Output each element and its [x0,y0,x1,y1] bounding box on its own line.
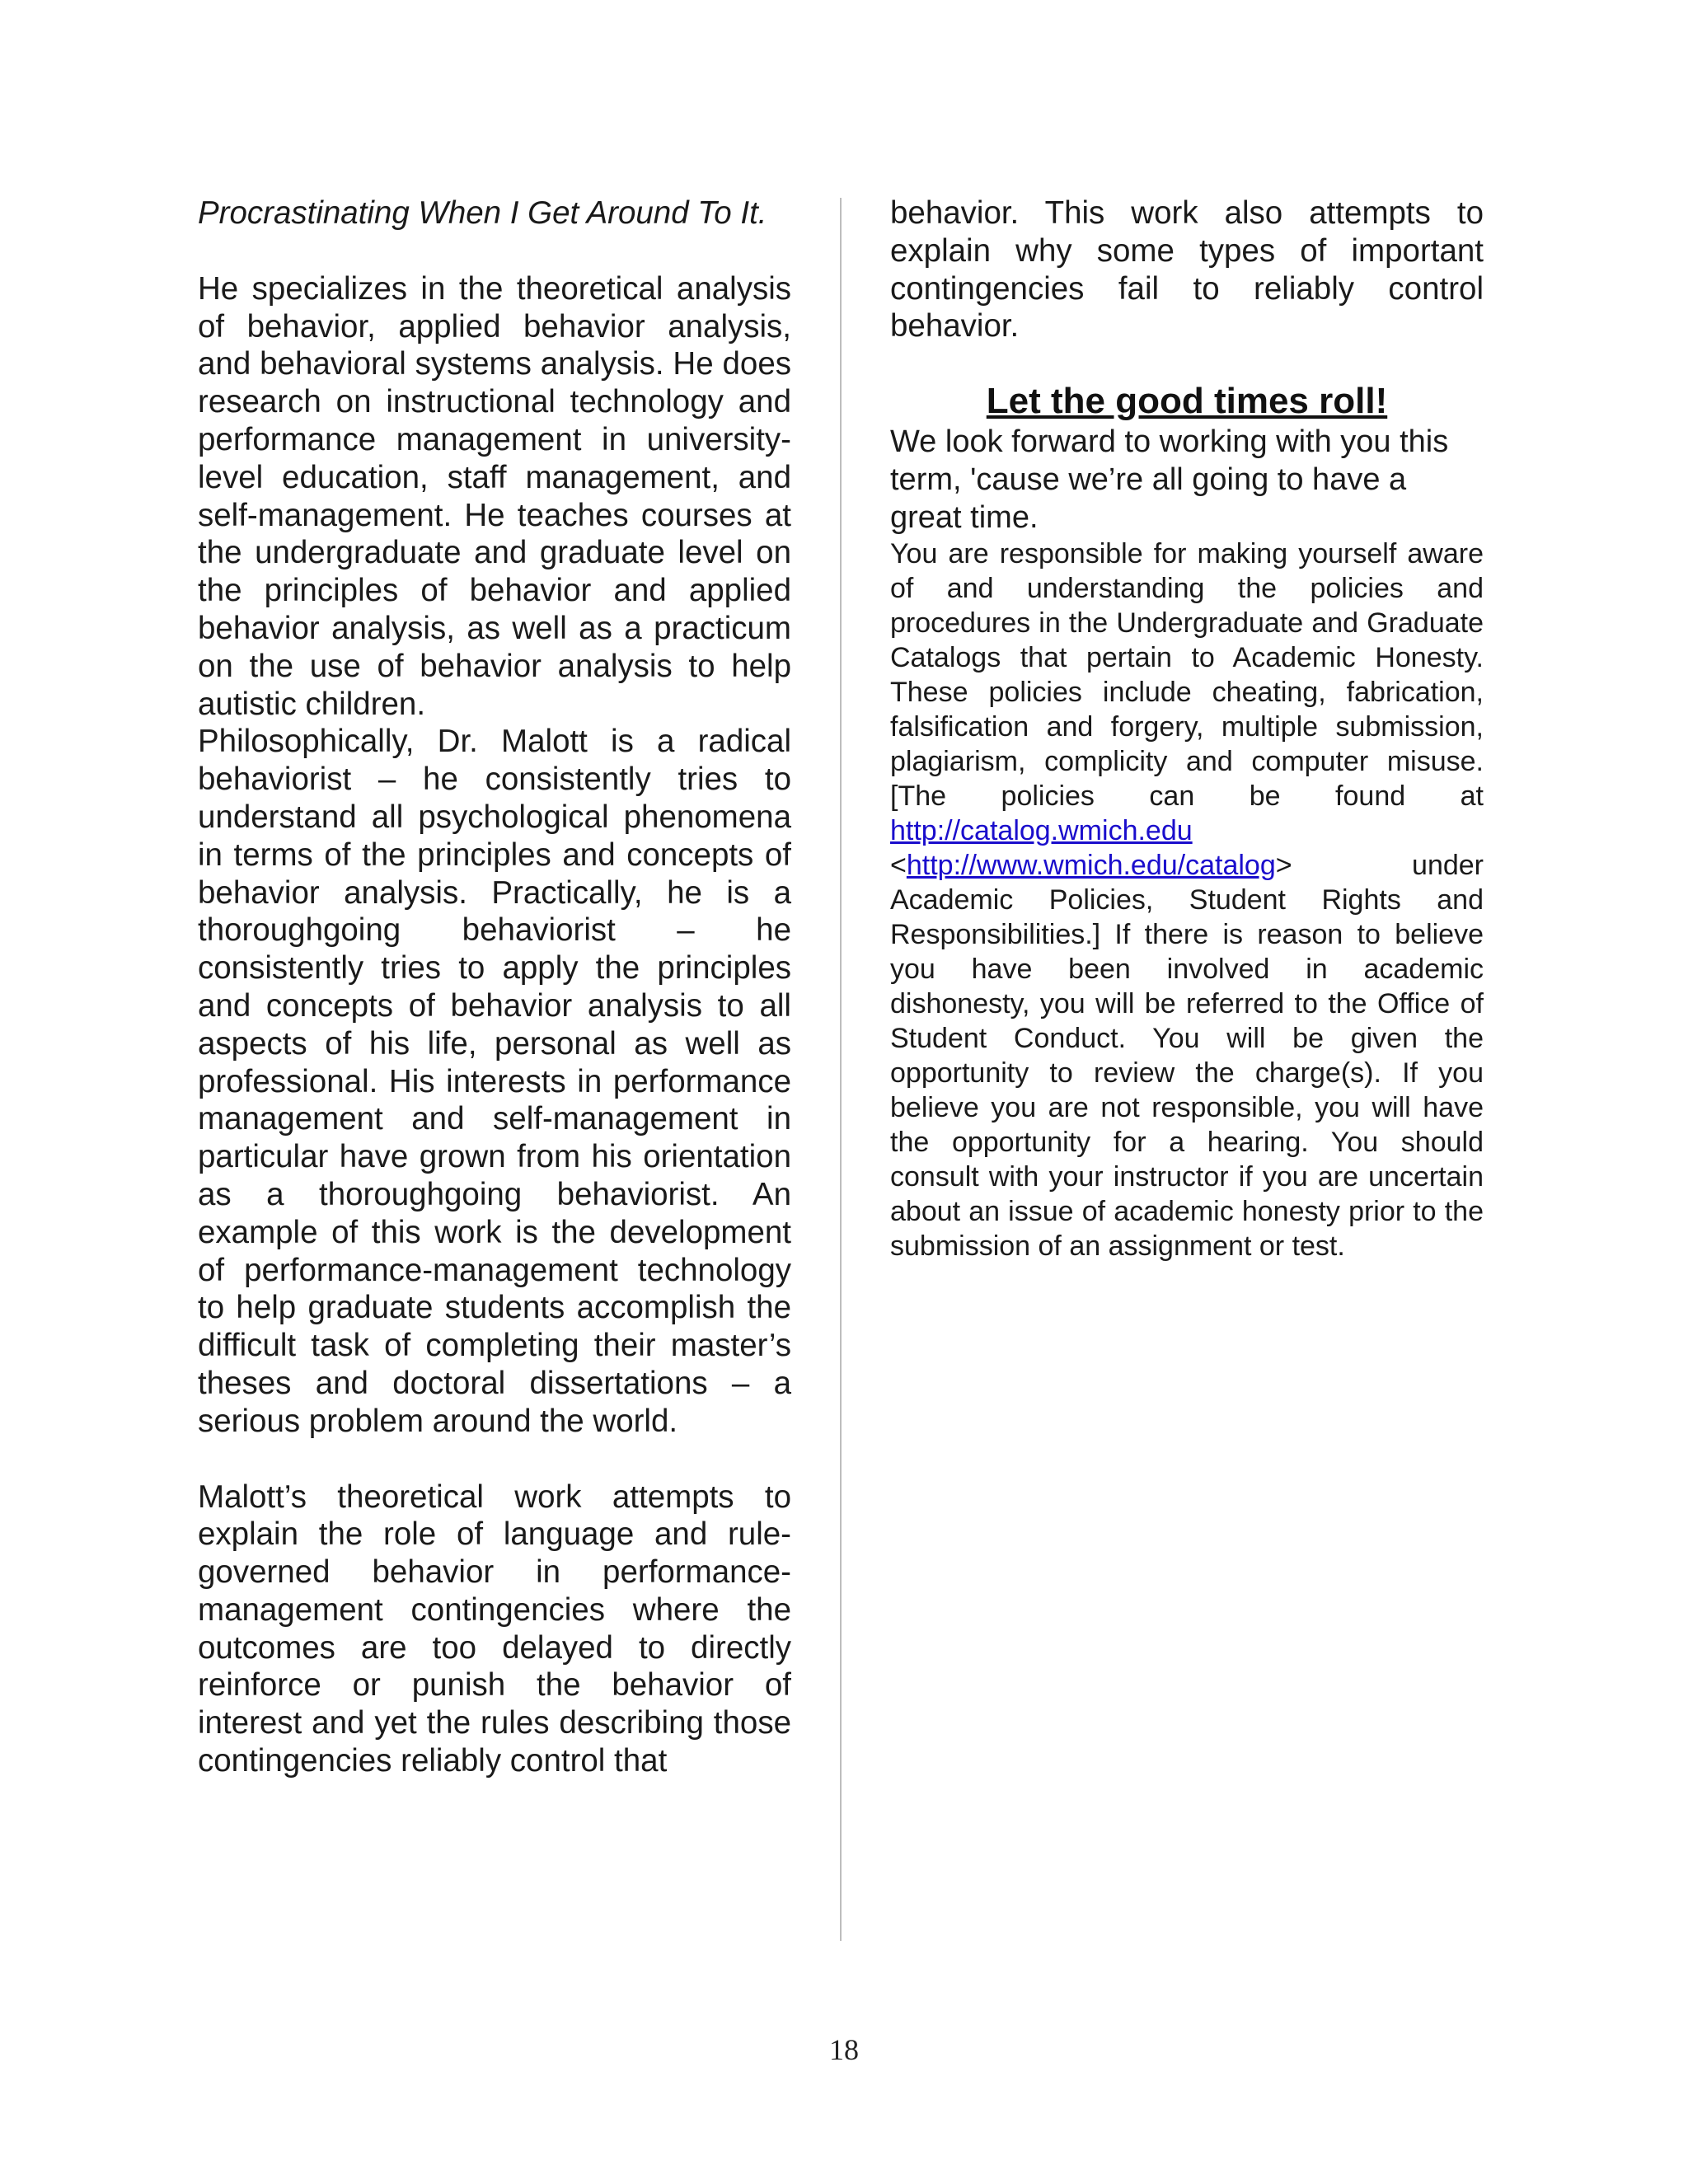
italic-title: Procrastinating When I Get Around To It. [198,195,767,231]
angle-open: < [890,850,907,882]
column-divider [840,198,842,1941]
section-heading: Let the good times roll! [986,381,1388,422]
right-column [890,194,1484,1263]
bio-paragraph: He specializes in the theoretical analysis of behavior, applied behavior analysis, and behavioral systems analysis. He does research on instructional technology and performance management in university-level education, staff management, and self-management. He teaches courses at the undergraduate and graduate level on the principles of behavior and applied behavior analysis, as well as a practicum on the use of behavior analysis to help autistic children. [198,270,791,722]
policy-text-start: You are responsible for making yourself aware of and understanding the policies and procedures in the Undergraduate and Graduate Catalogs that pertain to Academic Honesty. These policies include cheating, fabrication, falsification and forgery, multiple submission, plagiarism, complicity and computer misuse. [The policies can be found at [890,538,1484,813]
wmich-catalog-link[interactable]: http://www.wmich.edu/catalog [906,850,1276,882]
paragraph-gap [198,1441,791,1479]
continuation-paragraph: behavior. This work also attempts to explain why some types of important contingencies fail to reliably control behavior. [890,195,1484,344]
policy-text-end: > under Academic Policies, Student Rights and Responsibilities.] If there is reason to believe you have been involved in academic dishonesty, you will be referred to the Office of Student Conduct. You will be given the opportunity to review the charge(s). If you believe you are not responsible, you will have the opportunity for a hearing. You should consult with your instructor if you are uncertain about an issue of academic honesty prior to the submission of an assignment or test. [890,850,1484,1263]
paragraph-gap [198,232,791,270]
philosophy-paragraph: Philosophically, Dr. Malott is a radical behaviorist – he consistently tries to understand all psychological phenomena in terms of the principles and concepts of behavior analysis. Practically, he is a thoroughgoing behaviorist – he consistently tries to apply the principles and concepts of behavior analysis to all aspects of his life, personal as well as professional. His interests in performance management and self-management in particular have grown from his orientation as a thoroughgoing behaviorist. An example of this work is the development of performance-management technology to help graduate students accomplish the difficult task of completing their master’s theses and doctoral dissertations – a serious problem around the world. [198,724,791,1439]
intro-paragraph: We look forward to working with you this term, 'cause we’re all going to have a great time. [890,424,1449,536]
policy-paragraph [890,537,1484,1263]
theory-paragraph: Malott’s theoretical work attempts to explain the role of language and rule-governed behavior in performance-management contingencies where the outcomes are too delayed to directly reinforce or punish the behavior of interest and yet the rules describing those contingencies reliably control that [198,1479,791,1779]
page-number: 18 [829,2033,859,2066]
left-column [198,194,791,1780]
catalog-link[interactable]: http://catalog.wmich.edu [890,815,1193,847]
